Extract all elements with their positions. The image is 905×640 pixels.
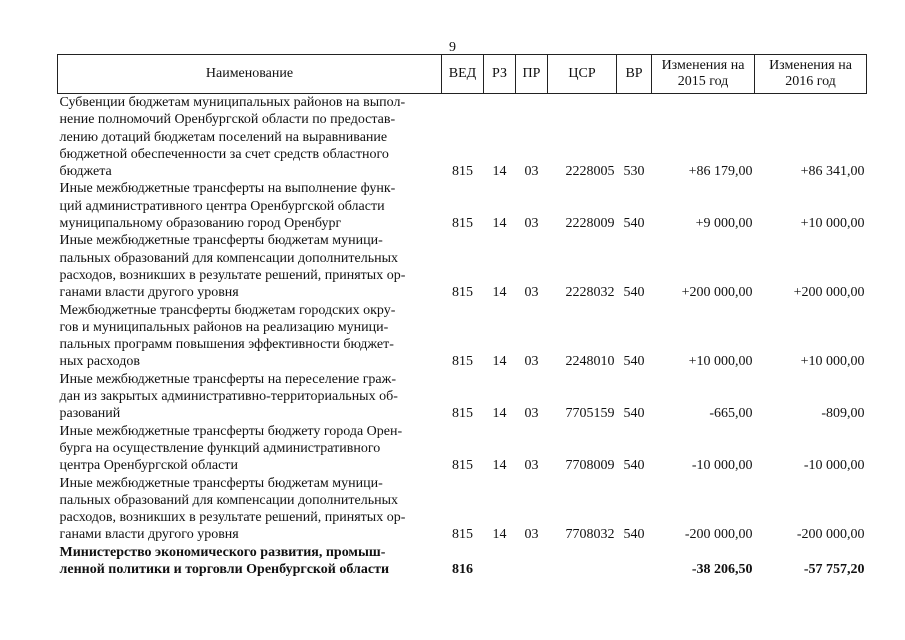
header-rz: РЗ (484, 55, 516, 94)
header-change-2016: Изменения на 2016 год (755, 55, 867, 94)
row-rz: 14 (492, 164, 507, 180)
row-change-2015: -665,00 (709, 406, 753, 422)
header-csr: ЦСР (548, 55, 617, 94)
row-pr: 03 (524, 354, 539, 370)
row-name: Иные межбюджетные трансферты на выполнение функ- ций административного центра Оренбургской области муниципальному образованию город Оренбург (59, 181, 396, 232)
row-rz: 14 (492, 285, 507, 301)
row-vr: 540 (623, 527, 645, 543)
header-ved: ВЕД (442, 55, 484, 94)
table-row (58, 302, 867, 371)
header-vr: ВР (617, 55, 652, 94)
row-name: Иные межбюджетные трансферты бюджету города Орен- бурга на осуществление функций административного центра Оренбургской области (59, 423, 403, 474)
row-change-2016: +200 000,00 (793, 285, 865, 301)
table-row (58, 94, 867, 181)
row-csr: 2228032 (565, 285, 615, 301)
row-vr: 540 (623, 406, 645, 422)
row-pr: 03 (524, 406, 539, 422)
summary-csr (548, 544, 617, 579)
row-change-2015: -10 000,00 (691, 458, 753, 474)
row-change-2016: -200 000,00 (796, 527, 865, 543)
header-pr: ПР (516, 55, 548, 94)
row-csr: 2228005 (565, 164, 615, 180)
row-ved: 815 (452, 406, 473, 422)
table-row (58, 475, 867, 544)
row-name: Иные межбюджетные трансферты бюджетам муници- пальных образований для компенсации дополнительных расходов, возникших в результате решений, принятых ор- ганами власти другого уровня (59, 233, 406, 301)
row-name: Иные межбюджетные трансферты на переселение граж- дан из закрытых административно-территориальных об- разований (59, 371, 398, 422)
summary-pr (516, 544, 548, 579)
row-ved: 815 (452, 216, 473, 232)
row-change-2016: -10 000,00 (803, 458, 865, 474)
row-pr: 03 (524, 527, 539, 543)
row-change-2015: +9 000,00 (695, 216, 753, 232)
row-change-2016: +86 341,00 (800, 164, 865, 180)
summary-name: Министерство экономического развития, промыш- ленной политики и торговли Оренбургской области (59, 544, 390, 578)
row-name: Межбюджетные трансферты бюджетам городских окру- гов и муниципальных районов на реализацию муници- пальных программ повышения эффективности бюджет- ных расходов (59, 302, 396, 370)
row-rz: 14 (492, 527, 507, 543)
row-rz: 14 (492, 458, 507, 474)
row-name: Иные межбюджетные трансферты бюджетам муници- пальных образований для компенсации дополнительных расходов, возникших в результате решений, принятых ор- ганами власти другого уровня (59, 475, 406, 543)
row-name: Субвенции бюджетам муниципальных районов на выпол- нение полномочий Оренбургской области по предостав- лению дотаций бюджетам поселений на выравнивание бюджетной обеспеченности за счет средств областного бюджета (59, 95, 406, 180)
row-change-2015: +10 000,00 (688, 354, 753, 370)
row-rz: 14 (492, 216, 507, 232)
row-pr: 03 (524, 285, 539, 301)
row-vr: 540 (623, 458, 645, 474)
row-change-2016: +10 000,00 (800, 216, 865, 232)
row-ved: 815 (452, 354, 473, 370)
summary-rz (484, 544, 516, 579)
row-csr: 2248010 (565, 354, 615, 370)
row-ved: 815 (452, 285, 473, 301)
summary-change-2016: -57 757,20 (803, 562, 865, 578)
header-change-2015: Изменения на 2015 год (652, 55, 755, 94)
row-csr: 2228009 (565, 216, 615, 232)
budget-table (57, 54, 867, 578)
row-change-2015: -200 000,00 (684, 527, 753, 543)
summary-row (58, 544, 867, 579)
row-vr: 540 (623, 216, 645, 232)
summary-change-2015: -38 206,50 (691, 562, 753, 578)
row-pr: 03 (524, 458, 539, 474)
table-row (58, 232, 867, 301)
row-ved: 815 (452, 458, 473, 474)
summary-vr (617, 544, 652, 579)
row-change-2016: +10 000,00 (800, 354, 865, 370)
table-header-row (58, 55, 867, 94)
table-row (58, 180, 867, 232)
row-rz: 14 (492, 354, 507, 370)
page-number: 9 (449, 40, 456, 55)
row-vr: 540 (623, 285, 645, 301)
header-name: Наименование (58, 55, 442, 94)
table-row (58, 423, 867, 475)
row-rz: 14 (492, 406, 507, 422)
row-change-2015: +86 179,00 (688, 164, 753, 180)
row-change-2015: +200 000,00 (681, 285, 753, 301)
row-csr: 7708009 (565, 458, 615, 474)
row-pr: 03 (524, 164, 539, 180)
summary-ved: 816 (452, 562, 473, 578)
table-row (58, 371, 867, 423)
row-change-2016: -809,00 (821, 406, 865, 422)
row-ved: 815 (452, 527, 473, 543)
row-vr: 530 (623, 164, 645, 180)
row-csr: 7708032 (565, 527, 615, 543)
row-vr: 540 (623, 354, 645, 370)
row-ved: 815 (452, 164, 473, 180)
row-pr: 03 (524, 216, 539, 232)
row-csr: 7705159 (565, 406, 615, 422)
